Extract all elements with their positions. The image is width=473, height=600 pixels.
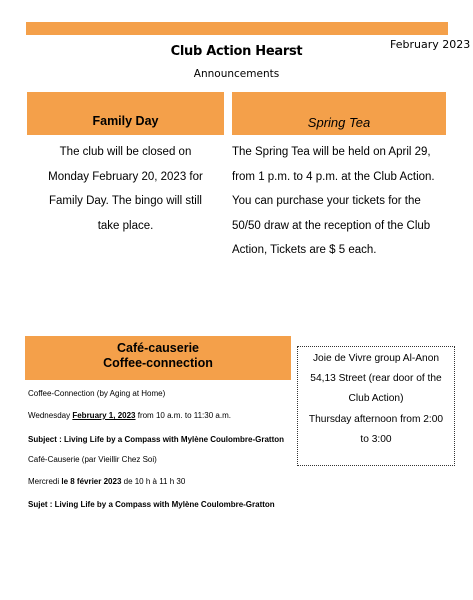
joie-line: Joie de Vivre group Al-Anon xyxy=(312,353,440,364)
spring-tea-line: 50/50 draw at the reception of the Club xyxy=(232,219,431,232)
coffee-connection-line: Coffee-Connection (by Aging at Home) xyxy=(28,389,166,398)
page-subtitle: Announcements xyxy=(193,68,280,80)
spring-tea-banner xyxy=(232,92,446,135)
spring-tea-text xyxy=(232,140,446,263)
page-title: Club Action Hearst xyxy=(170,44,303,59)
mercredi-prefix: Mercredi xyxy=(28,477,62,486)
family-day-line: take place. xyxy=(97,219,154,232)
family-day-line: Family Day. The bingo will still xyxy=(49,195,202,207)
family-day-title: Family Day xyxy=(92,114,159,128)
cafe-banner xyxy=(25,336,291,380)
joie-line: Club Action) xyxy=(348,393,404,405)
cafe-title-fr: Café-causerie xyxy=(117,341,199,355)
spring-tea-line: The Spring Tea will be held on April 29, xyxy=(232,146,431,158)
wednesday-prefix: Wednesday xyxy=(28,411,71,420)
joie-line: Thursday afternoon from 2:00 xyxy=(308,413,444,425)
mercredi-line xyxy=(28,477,185,486)
cafe-causerie-line: Café-Causerie (par Vieillir Chez Soi) xyxy=(28,455,157,464)
family-day-line: Monday February 20, 2023 for xyxy=(48,170,203,183)
joie-line: 54,13 Street (rear door of the xyxy=(310,373,442,385)
mercredi-time: de 10 h à 11 h 30 xyxy=(121,477,186,486)
subject-fr-line: Sujet : Living Life by a Compass with Mylène Coulombre-Gratton xyxy=(28,500,275,509)
cafe-title-en: Coffee-connection xyxy=(103,356,213,370)
joie-de-vivre-box xyxy=(297,346,455,466)
joie-line: to 3:00 xyxy=(360,433,392,445)
family-day-line: The club will be closed on xyxy=(59,146,192,158)
subject-en-line: Subject : Living Life by a Compass with Mylène Coulombre-Gratton xyxy=(28,435,285,444)
wednesday-line xyxy=(28,411,231,420)
top-orange-bar xyxy=(26,22,448,35)
spring-tea-line: You can purchase your tickets for the xyxy=(232,195,421,207)
spring-tea-line: Action, Tickets are $ 5 each. xyxy=(232,244,377,256)
mercredi-date: le 8 février 2023 xyxy=(61,477,122,486)
spring-tea-line: from 1 p.m. to 4 p.m. at the Club Action. xyxy=(232,170,435,183)
spring-tea-title: Spring Tea xyxy=(307,115,371,130)
newsletter-date: February 2023 xyxy=(390,38,471,51)
family-day-banner xyxy=(27,92,224,135)
wednesday-date: February 1, 2023 xyxy=(72,411,136,420)
wednesday-time: from 10 a.m. to 11:30 a.m. xyxy=(135,411,231,420)
family-day-text xyxy=(27,140,224,238)
